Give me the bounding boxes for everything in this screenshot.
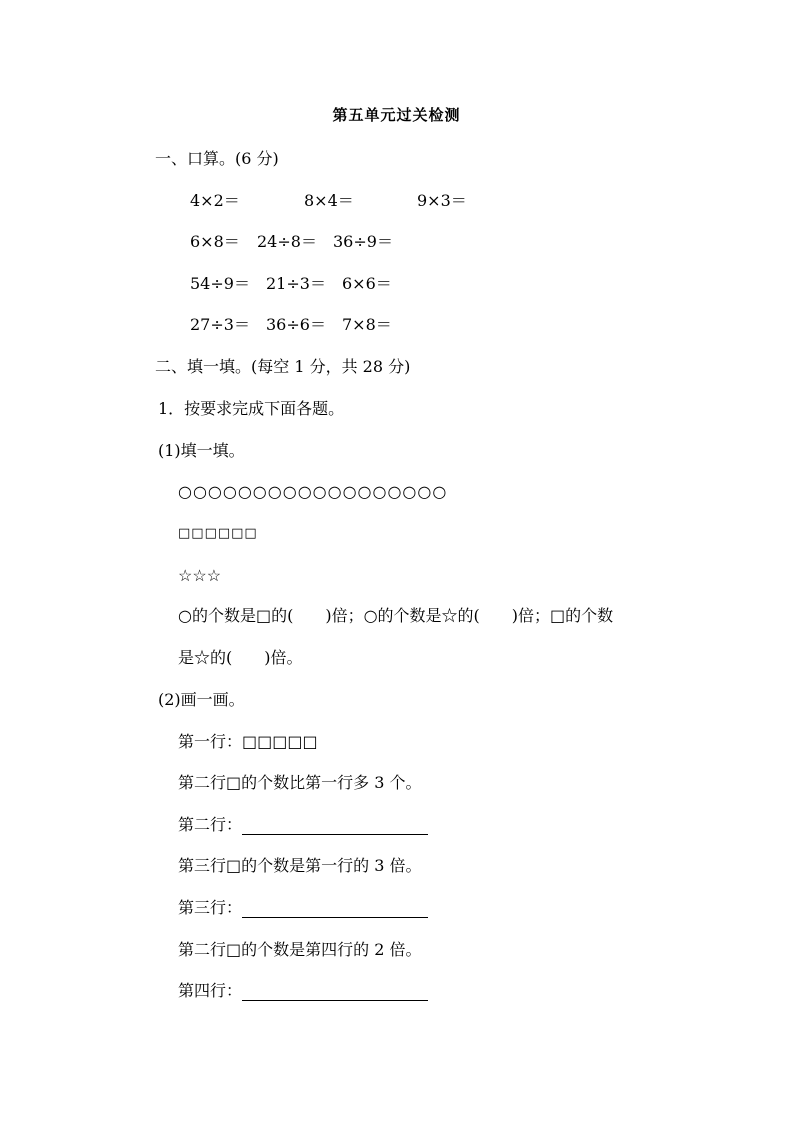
row1-line: 第一行：□□□□□: [178, 732, 318, 751]
calc-item: 4×2＝: [190, 191, 240, 210]
section1-heading: 一、口算。(6 分): [155, 149, 279, 168]
calc-item: 27÷3＝: [190, 315, 250, 334]
calc-item: 9×3＝: [417, 191, 467, 210]
calc-item: 6×8＝: [190, 232, 240, 251]
row4-answer: [178, 981, 428, 1001]
part1-label: (1)填一填。: [158, 441, 245, 460]
row2-blank: [242, 818, 428, 835]
row2-answer: [178, 815, 428, 835]
row4-label: 第四行：: [178, 981, 243, 1000]
row4-blank: [242, 984, 428, 1001]
row3-blank: [242, 901, 428, 918]
star-row: ☆☆☆: [178, 566, 222, 585]
square-row: □□□□□□: [178, 526, 258, 541]
calc-item: 36÷9＝: [333, 232, 393, 251]
part2-label: (2)画一画。: [158, 690, 245, 709]
calc-item: 6×6＝: [342, 274, 392, 293]
question-1: 1．按要求完成下面各题。: [158, 399, 345, 418]
row2-description: 第二行□的个数比第一行多 3 个。: [178, 773, 422, 792]
section2-heading: 二、填一填。(每空 1 分，共 28 分): [155, 357, 411, 376]
row3-description: 第三行□的个数是第一行的 3 倍。: [178, 856, 422, 875]
calc-item: 8×4＝: [304, 191, 354, 210]
row3-answer: [178, 898, 428, 918]
calc-item: 7×8＝: [342, 315, 392, 334]
calc-item: 24÷8＝: [257, 232, 317, 251]
circle-row: ○○○○○○○○○○○○○○○○○○: [178, 482, 448, 501]
fill-text-1: ○的个数是□的( )倍；○的个数是☆的( )倍；□的个数: [178, 606, 614, 625]
calc-item: 36÷6＝: [266, 315, 326, 334]
fill-text-2: 是☆的( )倍。: [178, 648, 303, 667]
row2-label: 第二行：: [178, 815, 243, 834]
row3-label: 第三行：: [178, 898, 243, 917]
calc-item: 21÷3＝: [266, 274, 326, 293]
row4-description: 第二行□的个数是第四行的 2 倍。: [178, 940, 422, 959]
calc-item: 54÷9＝: [190, 274, 250, 293]
page-title: 第五单元过关检测: [332, 106, 461, 124]
